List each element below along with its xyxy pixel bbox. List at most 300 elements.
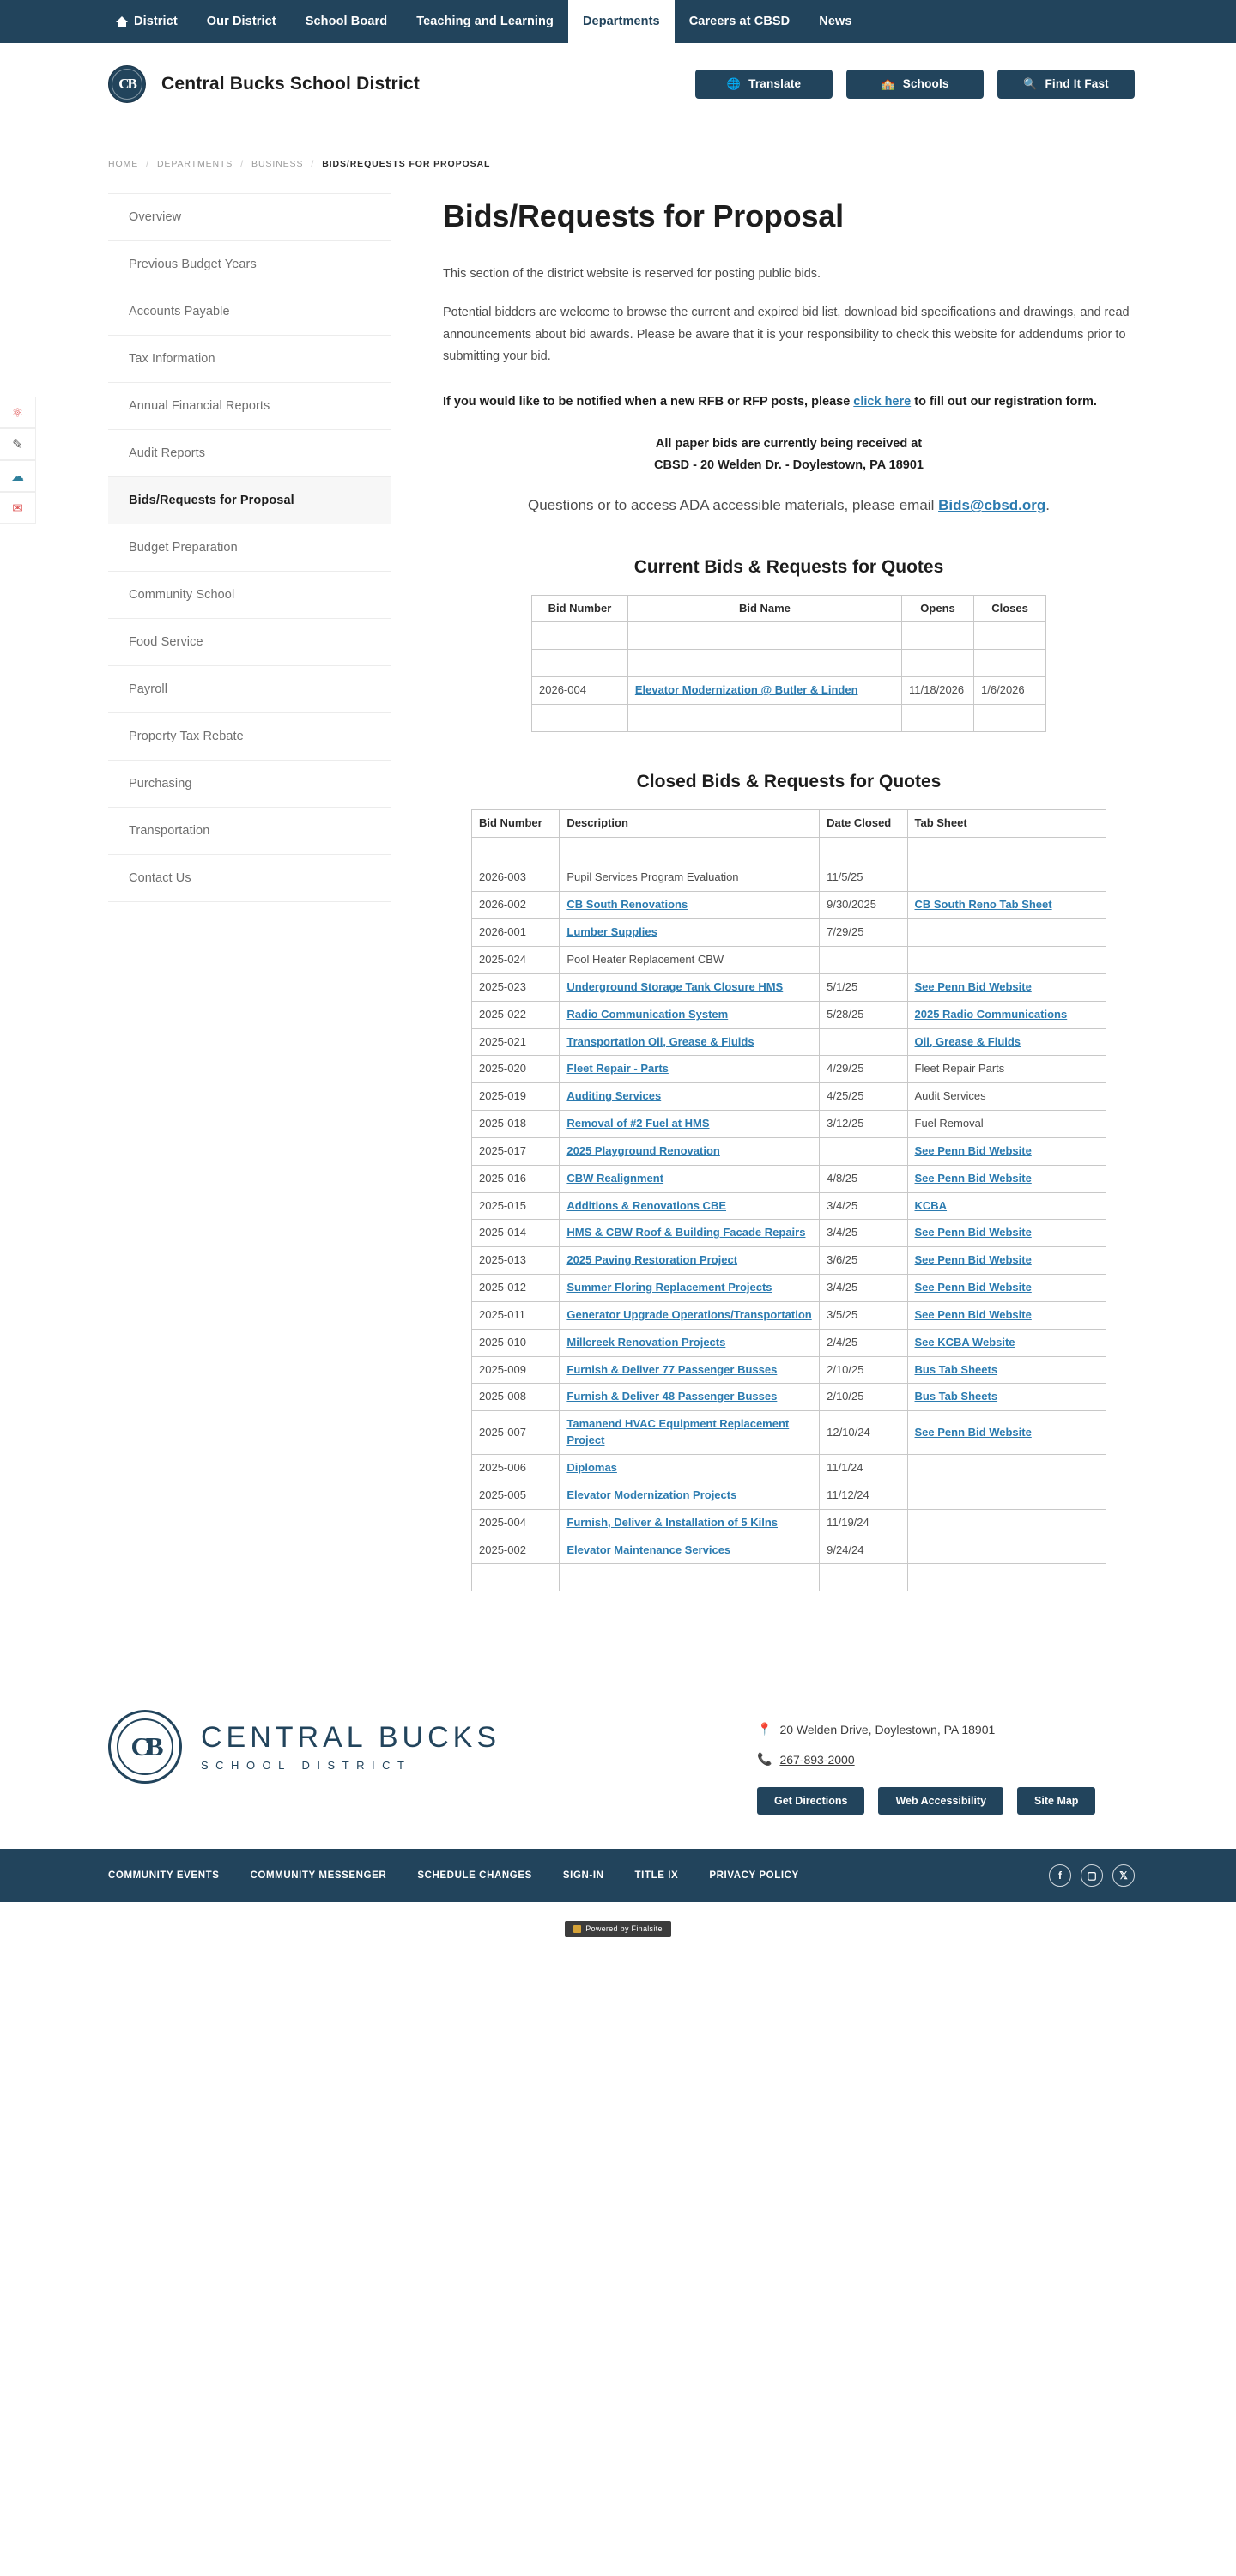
table-row [472,1083,1106,1111]
sidebar-item-transportation[interactable] [108,808,391,855]
cell-description-link[interactable]: Furnish & Deliver 77 Passenger Busses [566,1362,778,1376]
cell-description-link[interactable]: Elevator Modernization Projects [566,1488,737,1501]
cloud-icon[interactable]: ☁ [0,460,36,492]
cell-tab-sheet-link[interactable]: See Penn Bid Website [914,1143,1032,1157]
breadcrumb-item-departments[interactable]: DEPARTMENTS [156,159,233,169]
cell-bid-number: 2025-021 [472,1028,560,1056]
sidebar-item-purchasing[interactable] [108,761,391,808]
cell-tab-sheet-link[interactable]: Oil, Grease & Fluids [914,1034,1021,1048]
cell-tab-sheet-link[interactable]: See Penn Bid Website [914,979,1032,993]
sidebar-item-label: Accounts Payable [129,305,230,318]
x-twitter-icon[interactable]: 𝕏 [1112,1864,1135,1887]
utility-link-community-events[interactable]: COMMUNITY EVENTS [108,1870,220,1882]
footer-contact [757,1710,1135,1815]
table-row [472,1329,1106,1356]
cell-tab-sheet[interactable] [907,1028,1106,1056]
cell-bid-number: 2025-011 [472,1301,560,1329]
column-header-bid-name: Bid Name [627,595,901,622]
table-row [472,1275,1106,1302]
cell-tab-sheet[interactable] [907,973,1106,1001]
registration-notice-prefix: If you would like to be notified when a new RFB or RFP posts, please [443,394,854,409]
cell-bid-number: 2026-004 [532,677,628,705]
breadcrumb-region [0,124,1236,169]
schools-button[interactable] [846,70,984,99]
cell-tab-sheet[interactable] [907,1384,1106,1411]
sidebar-item-label: Purchasing [129,777,192,791]
cell-tab-sheet[interactable] [907,892,1106,919]
cell-tab-sheet[interactable] [907,1001,1106,1028]
cell-tab-sheet-link[interactable]: See Penn Bid Website [914,1253,1032,1267]
cell-tab-sheet-link[interactable]: KCBA [914,1198,948,1212]
envelope-alert-icon[interactable]: ✉ [0,492,36,524]
footer-logo[interactable] [108,1710,500,1784]
cell-description-link[interactable]: HMS & CBW Roof & Building Facade Repairs [566,1226,806,1240]
sidebar-item-overview[interactable] [108,193,391,241]
sidebar-item-contact-us[interactable] [108,855,391,902]
cell-tab-sheet-link[interactable]: See Penn Bid Website [914,1226,1032,1240]
cell-description[interactable] [560,1537,820,1564]
cell-tab-sheet[interactable] [907,1137,1106,1165]
find-it-fast-button-label: Find It Fast [1045,77,1109,90]
cell-date-closed: 3/5/25 [820,1301,907,1329]
seal-letters: CB [118,75,136,92]
cell-description[interactable] [560,1247,820,1275]
cell-tab-sheet[interactable] [907,1301,1106,1329]
nav-item-careers-at-cbsd[interactable] [675,0,805,43]
table-row [472,1165,1106,1192]
table-row [472,892,1106,919]
cell-description[interactable] [560,1001,820,1028]
sidebar-item-payroll[interactable] [108,666,391,713]
registration-form-link[interactable]: click here [853,394,912,409]
cell-opens [902,622,974,650]
cell-tab-sheet-link[interactable]: See Penn Bid Website [914,1281,1032,1294]
cell-bid-number: 2025-002 [472,1537,560,1564]
cell-description[interactable] [560,1137,820,1165]
cell-description-link[interactable]: Fleet Repair - Parts [566,1062,669,1076]
cell-tab-sheet-link[interactable]: See KCBA Website [914,1335,1015,1349]
table-row [472,1056,1106,1083]
breadcrumb [108,159,1135,169]
cell-description-link[interactable]: Removal of #2 Fuel at HMS [566,1117,710,1130]
cell-description: Pool Heater Replacement CBW [560,946,820,973]
section-sidebar [108,193,391,902]
table-row [472,1001,1106,1028]
cell-bid-number: 2025-009 [472,1356,560,1384]
nav-item-district[interactable] [101,0,192,43]
search-icon: 🔍 [1023,77,1038,90]
cell-description-link[interactable]: Furnish, Deliver & Installation of 5 Kilns [566,1515,778,1529]
nav-item-school-board[interactable] [291,0,402,43]
utility-link-title-ix[interactable]: TITLE IX [634,1870,679,1882]
cell-tab-sheet-link[interactable]: Bus Tab Sheets [914,1362,998,1376]
cell-date-closed: 9/24/24 [820,1537,907,1564]
cell-description[interactable] [560,1028,820,1056]
cell-bid-number [472,1564,560,1591]
finalsite-logo-icon [573,1925,581,1933]
cell-tab-sheet [907,1537,1106,1564]
globe-icon: 🌐 [726,77,742,90]
ada-notice-prefix: Questions or to access ADA accessible materials, please email [527,497,939,514]
cell-bid-number: 2025-022 [472,1001,560,1028]
cell-bid-number: 2025-014 [472,1220,560,1247]
cell-description: Pupil Services Program Evaluation [560,864,820,892]
get-directions-button[interactable]: Get Directions [757,1787,864,1815]
cell-closes [974,650,1046,677]
nav-item-label: News [819,15,852,28]
nav-item-departments[interactable] [568,0,675,43]
cell-bid-number: 2025-005 [472,1482,560,1509]
closed-bids-heading: Closed Bids & Requests for Quotes [636,771,942,791]
sidebar-item-label: Community School [129,588,235,602]
cell-description-link[interactable]: Transportation Oil, Grease & Fluids [566,1034,754,1048]
registration-notice [443,391,1135,413]
cell-bid-number: 2025-006 [472,1455,560,1482]
current-bids-body [532,622,1046,731]
closed-bids-table [471,809,1106,1591]
cell-description[interactable] [560,919,820,947]
cell-description[interactable] [560,1482,820,1509]
cell-bid-number: 2025-016 [472,1165,560,1192]
cell-date-closed: 3/4/25 [820,1192,907,1220]
cell-date-closed: 12/10/24 [820,1411,907,1455]
cell-date-closed: 4/29/25 [820,1056,907,1083]
cell-bid-name-link[interactable]: Elevator Modernization @ Butler & Linden [634,683,858,697]
find-it-fast-button[interactable] [997,70,1135,99]
cell-date-closed: 11/12/24 [820,1482,907,1509]
paper-bids-line-1: All paper bids are currently being received at [655,436,923,451]
utility-bar [0,1849,1236,1902]
district-seal-icon [108,65,146,103]
cell-description[interactable] [560,1165,820,1192]
phone-icon: 📞 [757,1752,772,1767]
cell-bid-number [532,622,628,650]
floating-quicklinks [0,397,36,524]
cell-bid-number: 2025-007 [472,1411,560,1455]
cell-description-link[interactable]: CBW Realignment [566,1171,664,1185]
table-row [532,704,1046,731]
cell-description-link[interactable]: Generator Upgrade Operations/Transportation [566,1307,812,1321]
sidebar-item-previous-budget-years[interactable] [108,241,391,288]
table-row [532,677,1046,705]
cell-description[interactable] [560,1220,820,1247]
web-accessibility-button[interactable]: Web Accessibility [878,1787,1003,1815]
cell-tab-sheet[interactable] [907,1275,1106,1302]
cell-tab-sheet-link[interactable]: Bus Tab Sheets [914,1390,998,1403]
cell-bid-number: 2025-008 [472,1384,560,1411]
cell-description-link[interactable]: Underground Storage Tank Closure HMS [566,979,784,993]
table-row [472,1482,1106,1509]
cell-bid-number: 2025-023 [472,973,560,1001]
nav-item-label: School Board [305,15,388,28]
table-row [472,1028,1106,1056]
nav-item-label: Teaching and Learning [416,15,554,28]
cell-date-closed: 4/8/25 [820,1165,907,1192]
cell-description-link[interactable]: Millcreek Renovation Projects [566,1335,726,1349]
sidebar-item-community-school[interactable] [108,572,391,619]
site-footer [0,1665,1236,1849]
cell-description[interactable] [560,973,820,1001]
sidebar-item-label: Bids/Requests for Proposal [129,494,294,507]
finalsite-label: Powered by Finalsite [585,1924,663,1934]
table-row [472,1564,1106,1591]
cell-tab-sheet[interactable] [907,1329,1106,1356]
cell-tab-sheet-link[interactable]: See Penn Bid Website [914,1171,1032,1185]
sidebar-item-label: Transportation [129,824,210,838]
nav-item-our-district[interactable] [192,0,291,43]
cell-description [560,1564,820,1591]
cell-date-closed: 7/29/25 [820,919,907,947]
registration-notice-suffix: to fill out our registration form. [911,394,1097,409]
cell-description-link[interactable]: Elevator Maintenance Services [566,1543,731,1556]
cell-tab-sheet: Audit Services [907,1083,1106,1111]
ada-notice-suffix: . [1045,497,1051,514]
cell-date-closed: 11/19/24 [820,1509,907,1537]
current-bids-table [531,595,1046,732]
cell-description[interactable] [560,1056,820,1083]
cell-date-closed [820,837,907,864]
nav-item-label: Our District [206,15,276,28]
cell-tab-sheet: Fuel Removal [907,1111,1106,1138]
cell-description[interactable] [560,1356,820,1384]
footer-address: 20 Welden Drive, Doylestown, PA 18901 [779,1722,996,1737]
cell-tab-sheet[interactable] [907,1247,1106,1275]
table-row [472,919,1106,947]
utility-link-schedule-changes[interactable]: SCHEDULE CHANGES [417,1870,532,1882]
cell-description[interactable] [560,1111,820,1138]
sidebar-item-tax-information[interactable] [108,336,391,383]
cell-tab-sheet [907,864,1106,892]
column-header-bid-number: Bid Number [472,809,560,837]
cell-description-link[interactable]: 2025 Playground Renovation [566,1143,720,1157]
cell-bid-number [532,650,628,677]
footer-buttons [757,1787,1135,1815]
cell-description-link[interactable]: Tamanend HVAC Equipment Replacement Project [566,1417,790,1447]
cell-description[interactable] [560,1275,820,1302]
cell-date-closed: 11/5/25 [820,864,907,892]
main-content [443,193,1135,1591]
cell-opens [902,650,974,677]
footer-address-line [757,1722,1135,1737]
cell-opens [902,704,974,731]
table-row [472,1247,1106,1275]
sidebar-item-label: Property Tax Rebate [129,730,244,743]
column-header-tab-sheet: Tab Sheet [907,809,1106,837]
table-row [532,650,1046,677]
cell-bid-number: 2026-001 [472,919,560,947]
cell-date-closed: 2/4/25 [820,1329,907,1356]
table-header-row [472,809,1106,837]
cell-bid-number: 2025-012 [472,1275,560,1302]
table-row [472,1220,1106,1247]
header-actions [695,70,1135,99]
sidebar-item-label: Contact Us [129,871,191,885]
alert-badge-icon[interactable]: ⚛ [0,397,36,428]
cell-date-closed: 2/10/25 [820,1384,907,1411]
closed-bids-body [472,837,1106,1591]
table-row [472,1455,1106,1482]
sidebar-item-bids-requests-for-proposal[interactable] [108,477,391,524]
cell-description[interactable] [560,892,820,919]
sidebar-item-label: Tax Information [129,352,215,366]
sidebar-item-label: Overview [129,210,182,224]
cell-bid-number: 2025-020 [472,1056,560,1083]
nav-item-label: District [134,15,178,28]
home-icon [116,15,128,27]
table-row [472,1111,1106,1138]
table-row [472,973,1106,1001]
ada-notice [443,494,1135,517]
cell-description[interactable] [560,1455,820,1482]
column-header-opens: Opens [902,595,974,622]
cell-tab-sheet-link[interactable]: See Penn Bid Website [914,1307,1032,1321]
intro-paragraph-1: This section of the district website is reserved for posting public bids. [443,267,821,281]
cell-description [560,837,820,864]
cell-tab-sheet [907,1455,1106,1482]
table-row [472,1356,1106,1384]
cell-tab-sheet [907,1509,1106,1537]
sidebar-item-food-service[interactable] [108,619,391,666]
cell-date-closed: 2/10/25 [820,1356,907,1384]
column-header-date-closed: Date Closed [820,809,907,837]
utility-link-sign-in[interactable]: SIGN-IN [562,1870,604,1882]
cell-description-link[interactable]: Auditing Services [566,1089,662,1103]
cell-description[interactable] [560,1411,820,1455]
column-header-description: Description [560,809,820,837]
cell-date-closed: 5/1/25 [820,973,907,1001]
cell-tab-sheet[interactable] [907,1411,1106,1455]
sidebar-item-property-tax-rebate[interactable] [108,713,391,761]
nav-item-label: Careers at CBSD [688,15,791,28]
instagram-icon[interactable]: ▢ [1081,1864,1103,1887]
cell-bid-number: 2025-018 [472,1111,560,1138]
sidebar-item-accounts-payable[interactable] [108,288,391,336]
table-row [472,837,1106,864]
sidebar-item-label: Annual Financial Reports [129,399,270,413]
breadcrumb-item-business[interactable]: BUSINESS [251,159,304,169]
primary-navigation [0,0,1236,43]
nav-item-news[interactable] [804,0,866,43]
social-links [1049,1864,1135,1887]
finalsite-region [0,1902,1236,1959]
cell-bid-name [627,622,901,650]
footer-phone-link[interactable]: 267-893-2000 [779,1752,855,1767]
cell-tab-sheet[interactable] [907,1220,1106,1247]
cell-date-closed: 3/4/25 [820,1275,907,1302]
cell-bid-name[interactable] [627,677,901,705]
cell-description[interactable] [560,1301,820,1329]
powered-by-finalsite-badge[interactable] [565,1921,671,1937]
sidebar-item-label: Food Service [129,635,203,649]
cell-description[interactable] [560,1384,820,1411]
school-building-icon: 🏫 [881,77,895,90]
cell-description-link[interactable]: Additions & Renovations CBE [566,1198,727,1212]
cell-description-link[interactable]: Diplomas [566,1461,617,1474]
footer-district-subtitle: SCHOOL DISTRICT [201,1759,412,1773]
pen-icon[interactable]: ✎ [0,428,36,460]
cell-description[interactable] [560,1509,820,1537]
cell-bid-number: 2025-010 [472,1329,560,1356]
table-row [472,1192,1106,1220]
utility-link-privacy-policy[interactable]: PRIVACY POLICY [709,1870,799,1882]
table-row [472,946,1106,973]
cell-opens: 11/18/2026 [902,677,974,705]
cell-tab-sheet[interactable] [907,1192,1106,1220]
sidebar-item-audit-reports[interactable] [108,430,391,477]
schools-button-label: Schools [902,77,949,90]
cell-closes [974,622,1046,650]
cell-description-link[interactable]: Lumber Supplies [566,925,657,939]
cell-date-closed: 3/4/25 [820,1220,907,1247]
cell-bid-number: 2025-024 [472,946,560,973]
site-title: Central Bucks School District [161,73,421,94]
cell-bid-number: 2026-003 [472,864,560,892]
table-row [472,1411,1106,1455]
cell-tab-sheet-link[interactable]: 2025 Radio Communications [914,1007,1068,1021]
cell-tab-sheet [907,919,1106,947]
sidebar-item-annual-financial-reports[interactable] [108,383,391,430]
cell-description[interactable] [560,1192,820,1220]
cell-description-link[interactable]: Summer Floring Replacement Projects [566,1281,772,1294]
table-row [532,622,1046,650]
cell-description-link[interactable]: Furnish & Deliver 48 Passenger Busses [566,1390,778,1403]
table-row [472,864,1106,892]
location-pin-icon: 📍 [757,1722,772,1737]
cell-bid-number [472,837,560,864]
cell-tab-sheet [907,1564,1106,1591]
table-row [472,1137,1106,1165]
cell-tab-sheet[interactable] [907,1165,1106,1192]
cell-bid-number: 2025-004 [472,1509,560,1537]
cell-tab-sheet-link[interactable]: CB South Reno Tab Sheet [914,898,1052,912]
site-map-button[interactable]: Site Map [1017,1787,1095,1815]
cell-bid-number: 2025-017 [472,1137,560,1165]
current-bids-heading: Current Bids & Requests for Quotes [633,556,944,577]
nav-item-teaching-and-learning[interactable] [402,0,568,43]
cell-tab-sheet-link[interactable]: See Penn Bid Website [914,1425,1032,1439]
cell-date-closed: 11/1/24 [820,1455,907,1482]
cell-description-link[interactable]: 2025 Paving Restoration Project [566,1253,738,1267]
cell-description-link[interactable]: Radio Communication System [566,1007,729,1021]
column-header-closes: Closes [974,595,1046,622]
site-header [0,43,1236,124]
facebook-icon[interactable]: f [1049,1864,1071,1887]
table-row [472,1509,1106,1537]
cell-bid-number: 2025-013 [472,1247,560,1275]
cell-description[interactable] [560,1329,820,1356]
site-logo[interactable] [108,65,420,103]
bids-email-link[interactable]: Bids@cbsd.org [938,497,1046,514]
column-header-bid-number: Bid Number [532,595,628,622]
cell-description-link[interactable]: CB South Renovations [566,898,688,912]
cell-date-closed: 3/6/25 [820,1247,907,1275]
breadcrumb-item-home[interactable]: HOME [108,159,139,169]
cell-description[interactable] [560,1083,820,1111]
cell-tab-sheet[interactable] [907,1356,1106,1384]
utility-link-community-messenger[interactable]: COMMUNITY MESSENGER [250,1870,387,1882]
cell-tab-sheet [907,946,1106,973]
cell-date-closed: 9/30/2025 [820,892,907,919]
paper-bids-notice [443,433,1135,477]
cell-date-closed [820,946,907,973]
breadcrumb-separator: / [240,159,245,169]
sidebar-item-budget-preparation[interactable] [108,524,391,572]
nav-item-label: Departments [582,15,660,28]
cell-date-closed [820,1564,907,1591]
table-row [472,1301,1106,1329]
sidebar-item-label: Payroll [129,682,168,696]
translate-button[interactable] [695,70,833,99]
